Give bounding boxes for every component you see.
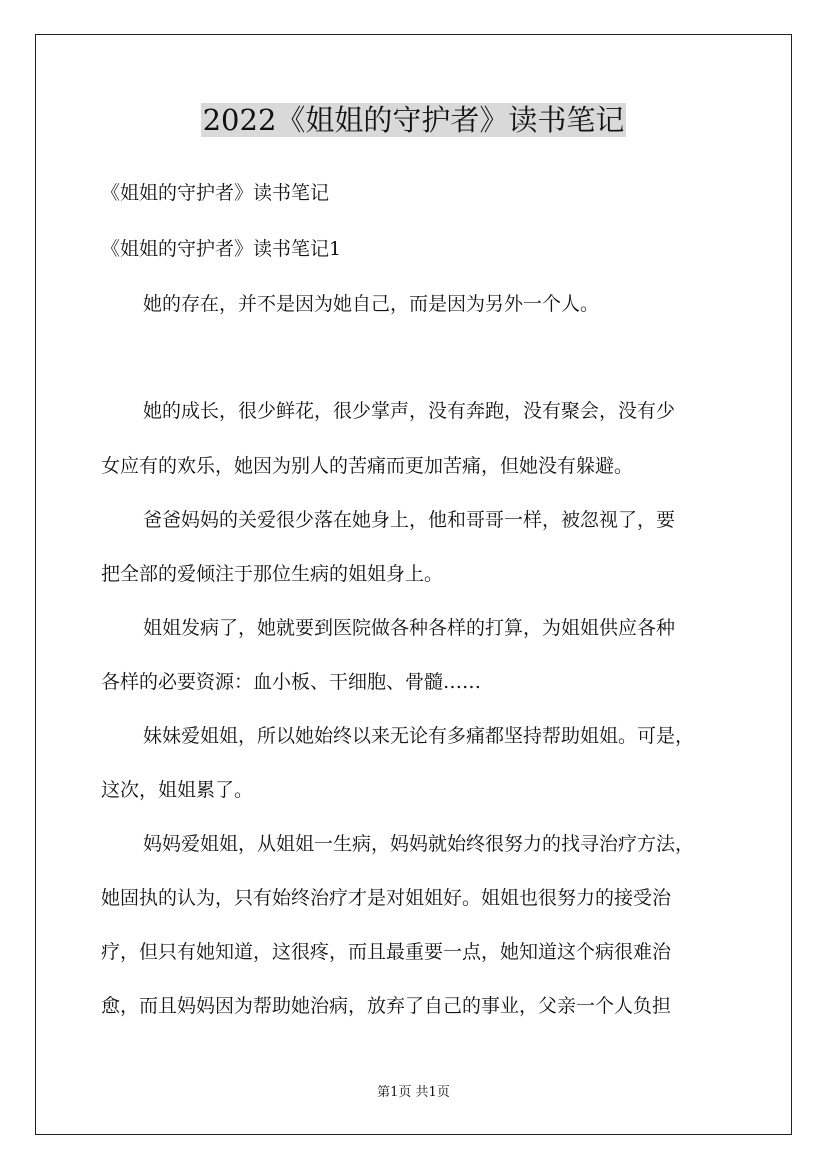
paragraph-line: 愈，而且妈妈因为帮助她治病，放弃了自己的事业，父亲一个人负担 bbox=[101, 995, 672, 1017]
document-title bbox=[0, 98, 827, 142]
paragraph-line: 疗，但只有她知道，这很疼，而且最重要一点，她知道这个病很难治 bbox=[101, 941, 672, 963]
section-heading: 《姐姐的守护者》读书笔记1 bbox=[101, 238, 342, 260]
paragraph-line: 她的存在，并不是因为她自己，而是因为另外一个人。 bbox=[143, 293, 600, 315]
paragraph-line: 各样的必要资源：血小板、干细胞、骨髓…… bbox=[101, 671, 482, 693]
paragraph-line: 这次，姐姐累了。 bbox=[101, 779, 254, 801]
paragraph-line: 她的成长，很少鲜花，很少掌声，没有奔跑，没有聚会，没有少 bbox=[143, 400, 676, 422]
paragraph-line: 她固执的认为，只有始终治疗才是对姐姐好。姐姐也很努力的接受治 bbox=[101, 887, 672, 909]
paragraph-line: 姐姐发病了，她就要到医院做各种各样的打算，为姐姐供应各种 bbox=[143, 617, 676, 639]
paragraph-line: 妹妹爱姐姐，所以她始终以来无论有多痛都坚持帮助姐姐。可是， bbox=[143, 725, 695, 747]
page-footer: 第1页 共1页 bbox=[377, 1085, 450, 1100]
document-title-text: 2022《姐姐的守护者》读书笔记 bbox=[202, 103, 625, 137]
paragraph-line: 女应有的欢乐，她因为别人的苦痛而更加苦痛，但她没有躲避。 bbox=[101, 455, 634, 477]
paragraph-line: 妈妈爱姐姐，从姐姐一生病，妈妈就始终很努力的找寻治疗方法， bbox=[143, 833, 695, 855]
paragraph-line: 爸爸妈妈的关爱很少落在她身上，他和哥哥一样，被忽视了，要 bbox=[143, 509, 676, 531]
paragraph-line: 把全部的爱倾注于那位生病的姐姐身上。 bbox=[101, 563, 444, 585]
subtitle: 《姐姐的守护者》读书笔记 bbox=[101, 182, 330, 204]
